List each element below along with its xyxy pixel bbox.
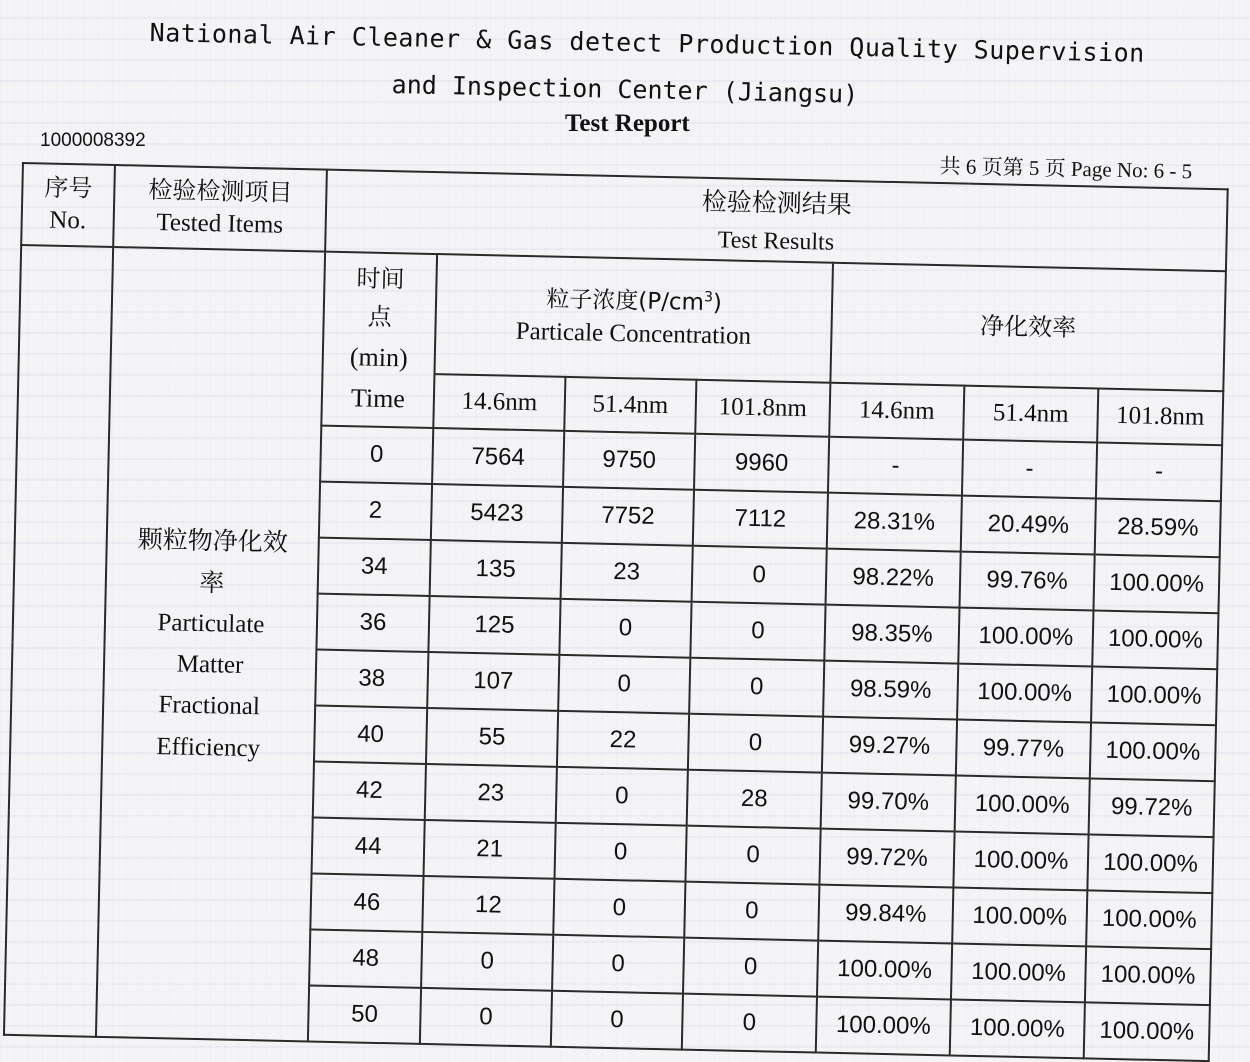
concentration-unit-close: ) xyxy=(712,289,723,316)
time-value: 2 xyxy=(319,482,432,540)
concentration-value: 0 xyxy=(688,714,823,773)
concentration-value: 0 xyxy=(558,655,690,714)
concentration-value: 9750 xyxy=(563,431,695,490)
efficiency-value: 98.59% xyxy=(823,661,958,720)
efficiency-value: 99.84% xyxy=(818,885,953,944)
efficiency-value: 100.00% xyxy=(1093,554,1219,613)
concentration-value: 12 xyxy=(422,876,554,935)
efficiency-value: - xyxy=(1096,443,1222,502)
concentration-value: 0 xyxy=(551,991,683,1050)
efficiency-value: 100.00% xyxy=(958,608,1093,667)
efficiency-value: 100.00% xyxy=(1085,946,1211,1005)
concentration-value: 0 xyxy=(690,602,825,661)
header-time xyxy=(321,252,437,428)
tested-item-en-line4: Efficiency xyxy=(156,732,261,762)
concentration-value: 0 xyxy=(559,599,691,658)
time-value: 36 xyxy=(316,594,429,652)
concentration-value: 0 xyxy=(421,932,553,991)
time-value: 0 xyxy=(320,426,433,484)
header-concentration-en: Particale Concentration xyxy=(515,317,752,350)
concentration-value: 0 xyxy=(552,935,684,994)
efficiency-size-101-8: 101.8nm xyxy=(1097,389,1223,446)
time-value: 44 xyxy=(312,817,425,875)
efficiency-value: 100.00% xyxy=(1086,890,1212,949)
efficiency-value: 20.49% xyxy=(961,496,1096,555)
concentration-value: 0 xyxy=(682,994,817,1053)
efficiency-value: - xyxy=(828,437,963,496)
efficiency-value: 99.27% xyxy=(822,717,957,776)
concentration-value: 28 xyxy=(687,770,822,829)
concentration-size-14-6: 14.6nm xyxy=(433,374,565,431)
efficiency-value: 100.00% xyxy=(816,997,951,1056)
concentration-value: 0 xyxy=(689,658,824,717)
concentration-value: 7112 xyxy=(693,490,828,549)
header-tested-items-zh: 检验检测项目 xyxy=(148,175,293,207)
efficiency-value: 100.00% xyxy=(1084,1002,1210,1061)
header-time-zh1: 时间 xyxy=(356,264,405,294)
report-header xyxy=(0,0,1250,184)
concentration-value: 0 xyxy=(685,826,820,885)
tested-item-zh-line2: 率 xyxy=(199,567,225,598)
report-title-line1: National Air Cleaner & Gas detect Production Quality Supervision xyxy=(149,18,1146,68)
efficiency-size-14-6: 14.6nm xyxy=(829,383,964,440)
tested-item-en-line1: Particulate xyxy=(157,608,265,639)
header-test-results-en: Test Results xyxy=(717,226,835,256)
concentration-value: 135 xyxy=(430,540,562,599)
concentration-value: 23 xyxy=(425,764,557,823)
report-title-line2: and Inspection Center (Jiangsu) xyxy=(391,70,859,109)
efficiency-value: 100.00% xyxy=(951,943,1086,1002)
time-value: 48 xyxy=(309,929,422,987)
time-value: 38 xyxy=(315,650,428,708)
time-value: 46 xyxy=(310,873,423,931)
efficiency-value: 99.77% xyxy=(956,720,1091,779)
header-particle-concentration xyxy=(434,254,833,383)
time-value: 40 xyxy=(314,706,427,764)
concentration-value: 107 xyxy=(427,652,559,711)
page-number: 共 6 页第 5 页 Page No: 6 - 5 xyxy=(939,153,1193,184)
concentration-size-51-4: 51.4nm xyxy=(564,377,696,434)
concentration-value: 21 xyxy=(424,820,556,879)
concentration-value: 7564 xyxy=(432,428,564,487)
efficiency-value: 100.00% xyxy=(957,664,1092,723)
concentration-value: 5423 xyxy=(431,484,563,543)
header-tested-items xyxy=(113,165,327,252)
efficiency-value: 99.72% xyxy=(819,829,954,888)
concentration-value: 0 xyxy=(684,882,819,941)
concentration-value: 0 xyxy=(420,988,552,1047)
results-table-wrapper xyxy=(3,162,1229,1062)
concentration-value: 0 xyxy=(683,938,818,997)
concentration-value: 23 xyxy=(561,543,693,602)
header-time-zh2: 点 xyxy=(367,302,393,332)
document-number: 1000008392 xyxy=(40,130,146,151)
concentration-value: 22 xyxy=(557,711,689,770)
concentration-value: 0 xyxy=(556,767,688,826)
header-test-results-zh: 检验检测结果 xyxy=(701,186,853,219)
efficiency-value: 98.35% xyxy=(824,605,959,664)
efficiency-value: 100.00% xyxy=(952,887,1087,946)
number-cell xyxy=(4,245,113,1037)
concentration-value: 125 xyxy=(428,596,560,655)
efficiency-value: 100.00% xyxy=(953,832,1088,891)
concentration-unit-zh: 粒子浓度(P/cm xyxy=(546,286,705,316)
concentration-value: 7752 xyxy=(562,487,694,546)
header-row-groups xyxy=(19,245,1226,391)
report-title: Test Report xyxy=(565,110,690,137)
results-table xyxy=(3,162,1229,1062)
efficiency-value: 99.76% xyxy=(960,552,1095,611)
tested-item-en-line2: Matter xyxy=(176,650,244,679)
concentration-value: 9960 xyxy=(694,434,829,493)
header-no xyxy=(21,163,115,247)
concentration-value: 0 xyxy=(692,546,827,605)
header-efficiency-zh: 净化效率 xyxy=(979,311,1077,342)
header-time-en: Time xyxy=(350,383,406,414)
time-value: 42 xyxy=(313,762,426,820)
efficiency-value: 100.00% xyxy=(1091,666,1217,725)
efficiency-value: - xyxy=(962,440,1097,499)
concentration-value: 0 xyxy=(553,879,685,938)
efficiency-value: 98.22% xyxy=(826,549,961,608)
efficiency-value: 100.00% xyxy=(1090,722,1216,781)
efficiency-value: 100.00% xyxy=(817,941,952,1000)
efficiency-value: 100.00% xyxy=(950,999,1085,1058)
efficiency-value: 99.72% xyxy=(1089,778,1215,837)
efficiency-value: 28.59% xyxy=(1095,499,1221,558)
header-no-en: No. xyxy=(49,206,87,235)
efficiency-value: 100.00% xyxy=(955,776,1090,835)
efficiency-value: 28.31% xyxy=(827,493,962,552)
efficiency-value: 100.00% xyxy=(1087,834,1213,893)
header-time-min: (min) xyxy=(349,342,409,373)
header-tested-items-en: Tested Items xyxy=(156,209,284,240)
concentration-value: 0 xyxy=(554,823,686,882)
concentration-unit-sup: 3 xyxy=(703,288,714,306)
efficiency-size-51-4: 51.4nm xyxy=(963,386,1098,443)
concentration-value: 55 xyxy=(426,708,558,767)
header-no-zh: 序号 xyxy=(44,173,93,203)
header-purification-efficiency xyxy=(830,263,1226,392)
time-value: 34 xyxy=(318,538,431,596)
time-value: 50 xyxy=(308,985,421,1043)
efficiency-value: 100.00% xyxy=(1092,610,1218,669)
tested-item-cell xyxy=(96,247,325,1041)
tested-item-zh-line1: 颗粒物净化效 xyxy=(137,524,289,558)
efficiency-value: 99.70% xyxy=(821,773,956,832)
concentration-size-101-8: 101.8nm xyxy=(695,380,830,437)
tested-item-en-line3: Fractional xyxy=(158,691,261,721)
